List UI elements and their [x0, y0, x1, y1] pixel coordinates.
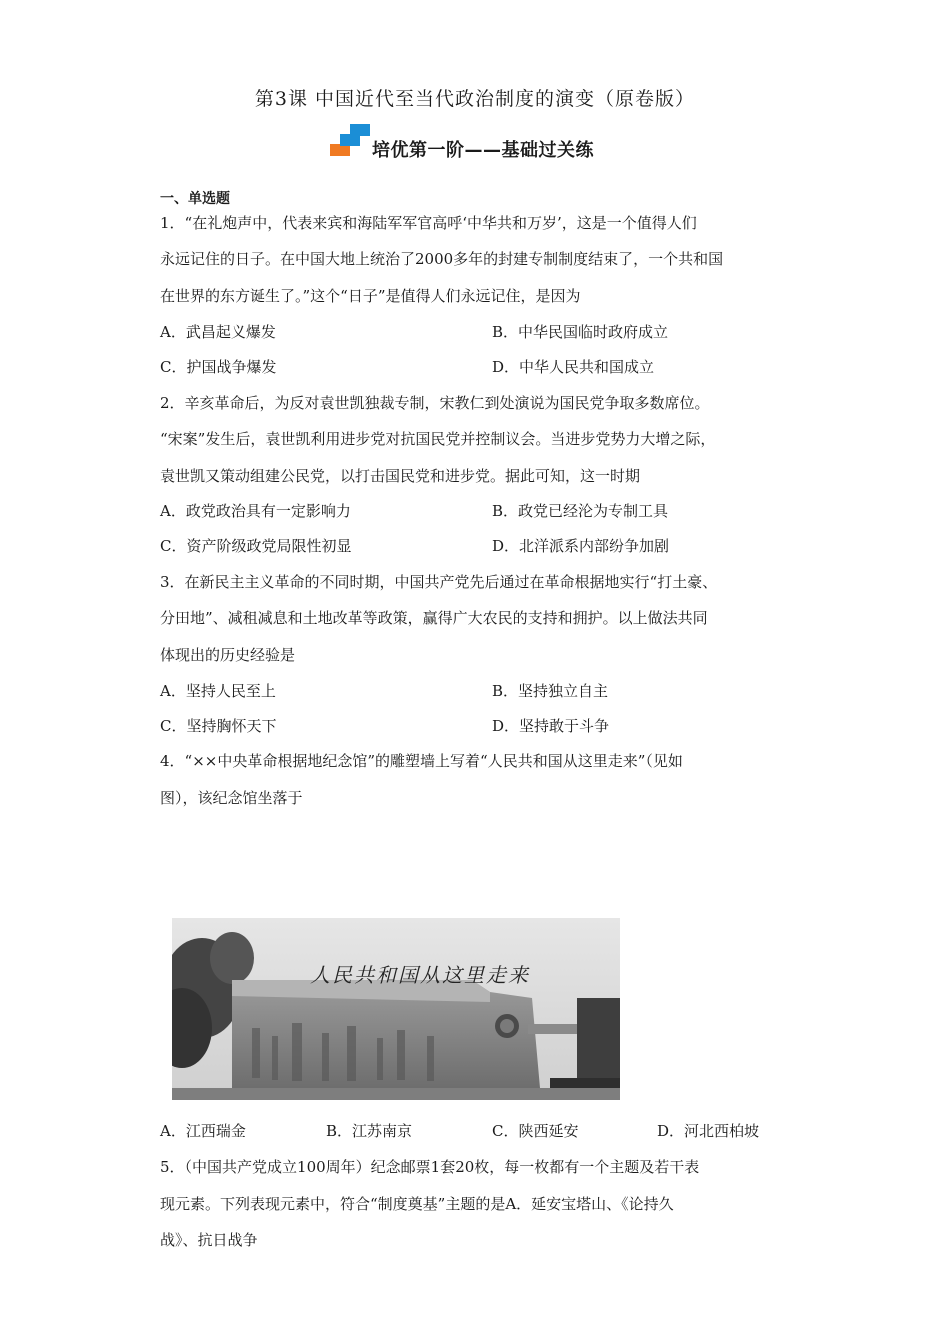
section-banner — [0, 122, 950, 162]
banner-title: 培优第一阶——基础过关练 — [372, 140, 594, 161]
answer-option[interactable]: C．护国战争爆发 — [160, 358, 277, 376]
question-line: 2．辛亥革命后，为反对袁世凯独裁专制，宋教仁到处演说为国民党争取多数席位。 — [160, 394, 710, 412]
question-line: 图），该纪念馆坐落于 — [160, 789, 303, 807]
answer-option[interactable]: B．坚持独立自主 — [492, 682, 609, 700]
memorial-inscription: 人民共和国从这里走来 — [310, 963, 530, 987]
question-line: 永远记住的日子。在中国大地上统治了2000多年的封建专制制度结束了，一个共和国 — [160, 250, 724, 268]
question-line: 在世界的东方诞生了。”这个“日子”是值得人们永远记住，是因为 — [160, 287, 581, 305]
question-line: “宋案”发生后，袁世凯利用进步党对抗国民党并控制议会。当进步党势力大增之际， — [160, 430, 716, 448]
question-line: 5．（中国共产党成立100周年）纪念邮票1套20枚，每一枚都有一个主题及若干表 — [160, 1158, 700, 1176]
answer-option[interactable]: D．中华人民共和国成立 — [492, 358, 655, 376]
question-line: 3．在新民主主义革命的不同时期，中国共产党先后通过在革命根据地实行“打土豪、 — [160, 573, 718, 591]
answer-option[interactable]: A．江西瑞金 — [160, 1122, 246, 1140]
question-line: 4．“××中央革命根据地纪念馆”的雕塑墙上写着“人民共和国从这里走来”（见如 — [160, 752, 683, 770]
question-line: 战》、抗日战争 — [160, 1231, 258, 1249]
answer-option[interactable]: A．政党政治具有一定影响力 — [160, 502, 351, 520]
answer-option[interactable]: C．资产阶级政党局限性初显 — [160, 537, 352, 555]
question-line: 体现出的历史经验是 — [160, 646, 296, 664]
memorial-photo-drawing — [172, 918, 620, 1100]
answer-option[interactable]: B．政党已经沦为专制工具 — [492, 502, 669, 520]
steps-logo-icon — [328, 124, 372, 158]
answer-option[interactable]: D．河北西柏坡 — [657, 1122, 760, 1140]
page-title: 第3课 中国近代至当代政治制度的演变（原卷版） — [254, 88, 696, 110]
memorial-photo — [172, 918, 620, 1100]
answer-option[interactable]: C．坚持胸怀天下 — [160, 717, 277, 735]
answer-option[interactable]: A．武昌起义爆发 — [160, 323, 276, 341]
answer-option[interactable]: D．坚持敢于斗争 — [492, 717, 610, 735]
answer-option[interactable]: D．北洋派系内部纷争加剧 — [492, 537, 670, 555]
section-heading: 一、单选题 — [160, 191, 230, 207]
question-line: 1．“在礼炮声中，代表来宾和海陆军军官高呼‘中华共和万岁’，这是一个值得人们 — [160, 214, 697, 232]
answer-option[interactable]: C．陕西延安 — [492, 1122, 579, 1140]
answer-option[interactable]: A．坚持人民至上 — [160, 682, 276, 700]
question-line: 袁世凯又策动组建公民党，以打击国民党和进步党。据此可知，这一时期 — [160, 467, 641, 485]
answer-option[interactable]: B．江苏南京 — [326, 1122, 413, 1140]
answer-option[interactable]: B．中华民国临时政府成立 — [492, 323, 669, 341]
question-line: 现元素。下列表现元素中，符合“制度奠基”主题的是A．延安宝塔山、《论持久 — [160, 1195, 674, 1213]
question-line: 分田地”、减租减息和土地改革等政策，赢得广大农民的支持和拥护。以上做法共同 — [160, 609, 708, 627]
